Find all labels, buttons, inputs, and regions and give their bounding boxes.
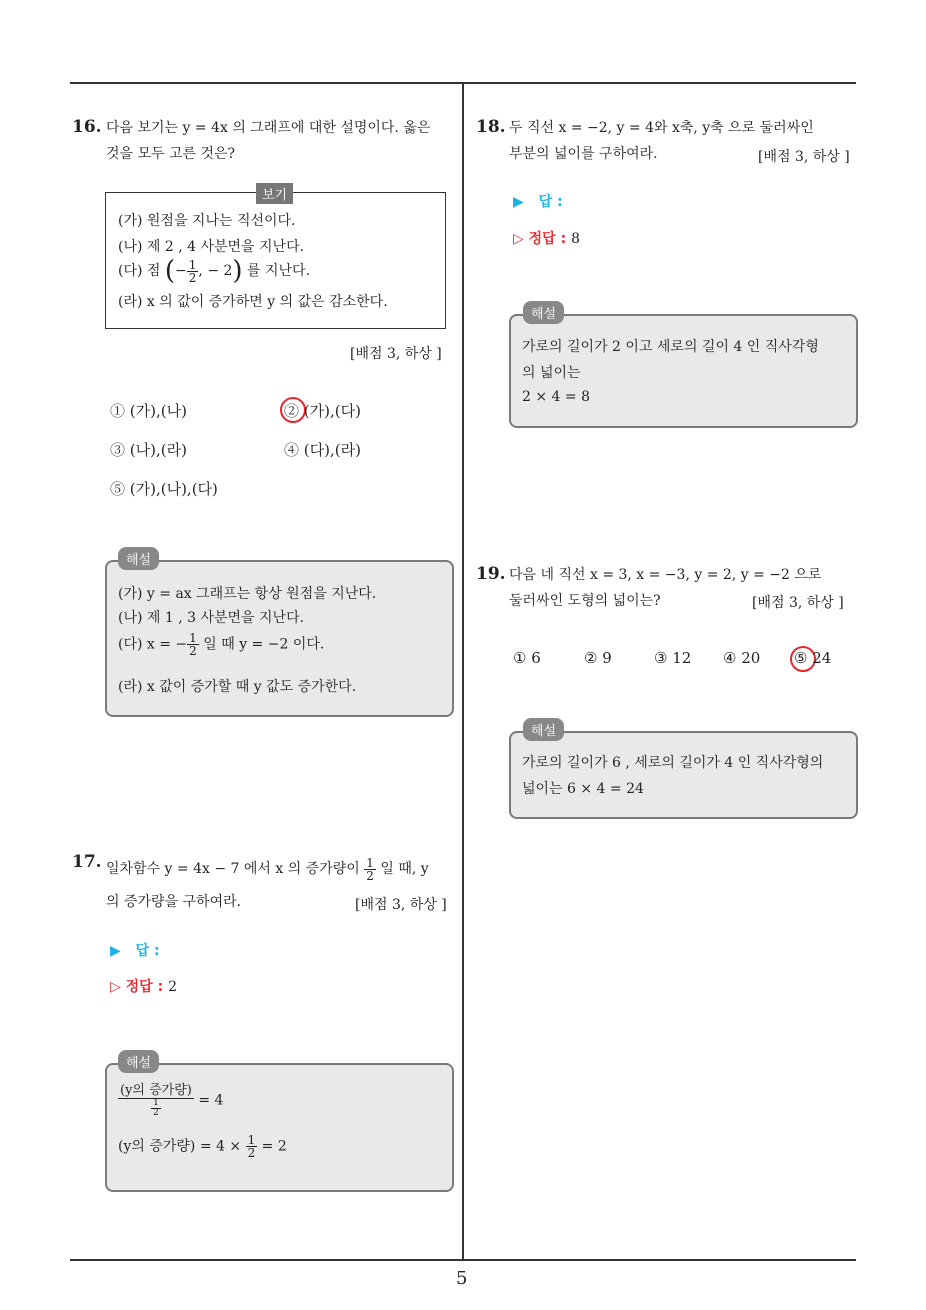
q16-choice-3[interactable]: ③ (나),(라) <box>110 441 187 459</box>
q16-item3-paren-open: ( <box>164 256 176 286</box>
q19-choice-2[interactable]: ② 9 <box>584 649 612 667</box>
q16-solution-line <box>118 632 324 657</box>
q19-solution-line: 가로의 길이가 6 , 세로의 길이가 4 인 직사각형의 <box>522 755 824 771</box>
q17-number: 17. <box>72 852 102 872</box>
q17-answer-label: 답 : <box>135 943 160 959</box>
q18-score: [배점 3, 하상 ] <box>758 149 850 165</box>
q16-item3-label: (다) 점 <box>118 263 161 279</box>
q18-correct-row <box>513 228 580 248</box>
q17-stem-post: 일 때, y <box>380 861 429 877</box>
q17-correct-label: 정답 : <box>125 979 164 995</box>
q16-solution-line: (가) y = ax 그래프는 항상 원점을 지난다. <box>118 586 377 602</box>
q16-solution-line: (나) 제 1 , 3 사분면을 지난다. <box>118 610 305 626</box>
q16-bogi-item <box>118 256 310 286</box>
q16-choice-2[interactable]: ② (가),(다) <box>284 402 361 420</box>
q17-score: [배점 3, 하상 ] <box>355 897 447 913</box>
q16-bogi-item: (라) x 의 값이 증가하면 y 의 값은 감소한다. <box>118 294 388 310</box>
q17-solution-line <box>118 1083 223 1118</box>
q16-item3-tail: 를 지난다. <box>247 263 311 279</box>
q16-item3-paren-close: ) <box>232 256 243 286</box>
q18-answer-label: 답 : <box>538 194 563 210</box>
q16-item3-neg: − <box>175 263 187 279</box>
q18-solution-line: 2 × 4 = 8 <box>522 389 590 405</box>
q18-stem-line2: 부분의 넓이를 구하여라. <box>509 146 658 162</box>
q16-choice-1[interactable]: ① (가),(나) <box>110 402 187 420</box>
q19-number: 19. <box>476 564 506 584</box>
q17-correct-arrow-icon: ▷ <box>110 979 121 995</box>
q19-stem-line2: 둘러싸인 도형의 넓이는? <box>509 593 661 609</box>
q17-correct-row <box>110 976 177 996</box>
q16-solution-label: 해설 <box>118 547 159 570</box>
q19-solution-label: 해설 <box>523 718 564 741</box>
column-divider <box>462 82 464 1260</box>
q18-number: 18. <box>476 117 506 137</box>
q16-number: 16. <box>72 117 102 137</box>
q17-sol1-tail: = 4 <box>198 1092 224 1109</box>
q16-stem-line1: 다음 보기는 y = 4x 의 그래프에 대한 설명이다. 옳은 <box>106 120 431 136</box>
q17-solution-label: 해설 <box>118 1050 159 1073</box>
q16-score: [배점 3, 하상 ] <box>350 346 442 362</box>
q17-solution-line <box>118 1134 287 1159</box>
q18-solution-line: 가로의 길이가 2 이고 세로의 길이 4 인 직사각형 <box>522 339 819 355</box>
q19-stem-line1: 다음 네 직선 x = 3, x = −3, y = 2, y = −2 으로 <box>509 567 822 583</box>
q16-item3-point-rest: , − 2 <box>198 263 233 279</box>
q16-bogi-item: (나) 제 2 , 4 사분면을 지난다. <box>118 239 305 255</box>
q17-stem-line2: 의 증가량을 구하여라. <box>106 894 242 910</box>
bottom-rule <box>70 1259 856 1261</box>
q17-answer-row[interactable] <box>110 940 160 960</box>
q19-choice-1[interactable]: ① 6 <box>513 649 541 667</box>
q17-stem-fraction: $\frac{1}{2}$ <box>366 855 374 883</box>
q17-sol1-fraction: $\frac{\text{(y의 증가량)}}{\frac{1}{2}}$ <box>120 1083 192 1118</box>
q16-sol3-label: (다) x = − <box>118 636 188 653</box>
q19-solution-line: 넓이는 6 × 4 = 24 <box>522 781 644 797</box>
q16-solution-line: (라) x 값이 증가할 때 y 값도 증가한다. <box>118 679 357 695</box>
q17-sol2-tail: = 2 <box>261 1138 287 1155</box>
page-number: 5 <box>456 1268 468 1289</box>
q19-solution-box <box>509 731 858 819</box>
q17-answer-arrow-icon: ▶ <box>110 943 121 959</box>
q16-sol3-tail: 일 때 y = −2 이다. <box>203 636 325 653</box>
q18-correct-value: 8 <box>571 231 580 247</box>
q18-solution-label: 해설 <box>523 301 564 324</box>
q18-stem-line1: 두 직선 x = −2, y = 4와 x축, y축 으로 둘러싸인 <box>509 120 814 136</box>
q17-sol2-fraction: $\frac{1}{2}$ <box>247 1133 256 1160</box>
q16-stem-line2: 것을 모두 고른 것은? <box>106 146 236 162</box>
q16-item3-fraction: $\frac{1}{2}$ <box>188 257 197 285</box>
q17-stem-line1 <box>106 856 429 882</box>
q19-score: [배점 3, 하상 ] <box>752 595 844 611</box>
q18-answer-arrow-icon: ▶ <box>513 194 524 210</box>
q16-bogi-label: 보기 <box>256 183 293 204</box>
q19-choice-5[interactable]: ⑤ 24 <box>794 649 832 667</box>
q19-choice-4[interactable]: ④ 20 <box>723 649 761 667</box>
q18-solution-line: 의 넓이는 <box>522 365 581 381</box>
q17-correct-value: 2 <box>168 979 177 995</box>
q16-bogi-item: (가) 원점을 지나는 직선이다. <box>118 213 296 229</box>
q17-sol2-pre: (y의 증가량) = 4 × <box>118 1138 242 1155</box>
q17-stem-pre: 일차함수 y = 4x − 7 에서 x 의 증가량이 <box>106 861 360 877</box>
q18-answer-row[interactable] <box>513 191 563 211</box>
q16-choice-5[interactable]: ⑤ (가),(나),(다) <box>110 480 218 498</box>
q16-sol3-fraction: $\frac{1}{2}$ <box>189 631 197 658</box>
q18-correct-label: 정답 : <box>528 231 567 247</box>
q18-correct-arrow-icon: ▷ <box>513 231 524 247</box>
q16-choice-4[interactable]: ④ (다),(라) <box>284 441 361 459</box>
q19-choice-3[interactable]: ③ 12 <box>654 649 692 667</box>
